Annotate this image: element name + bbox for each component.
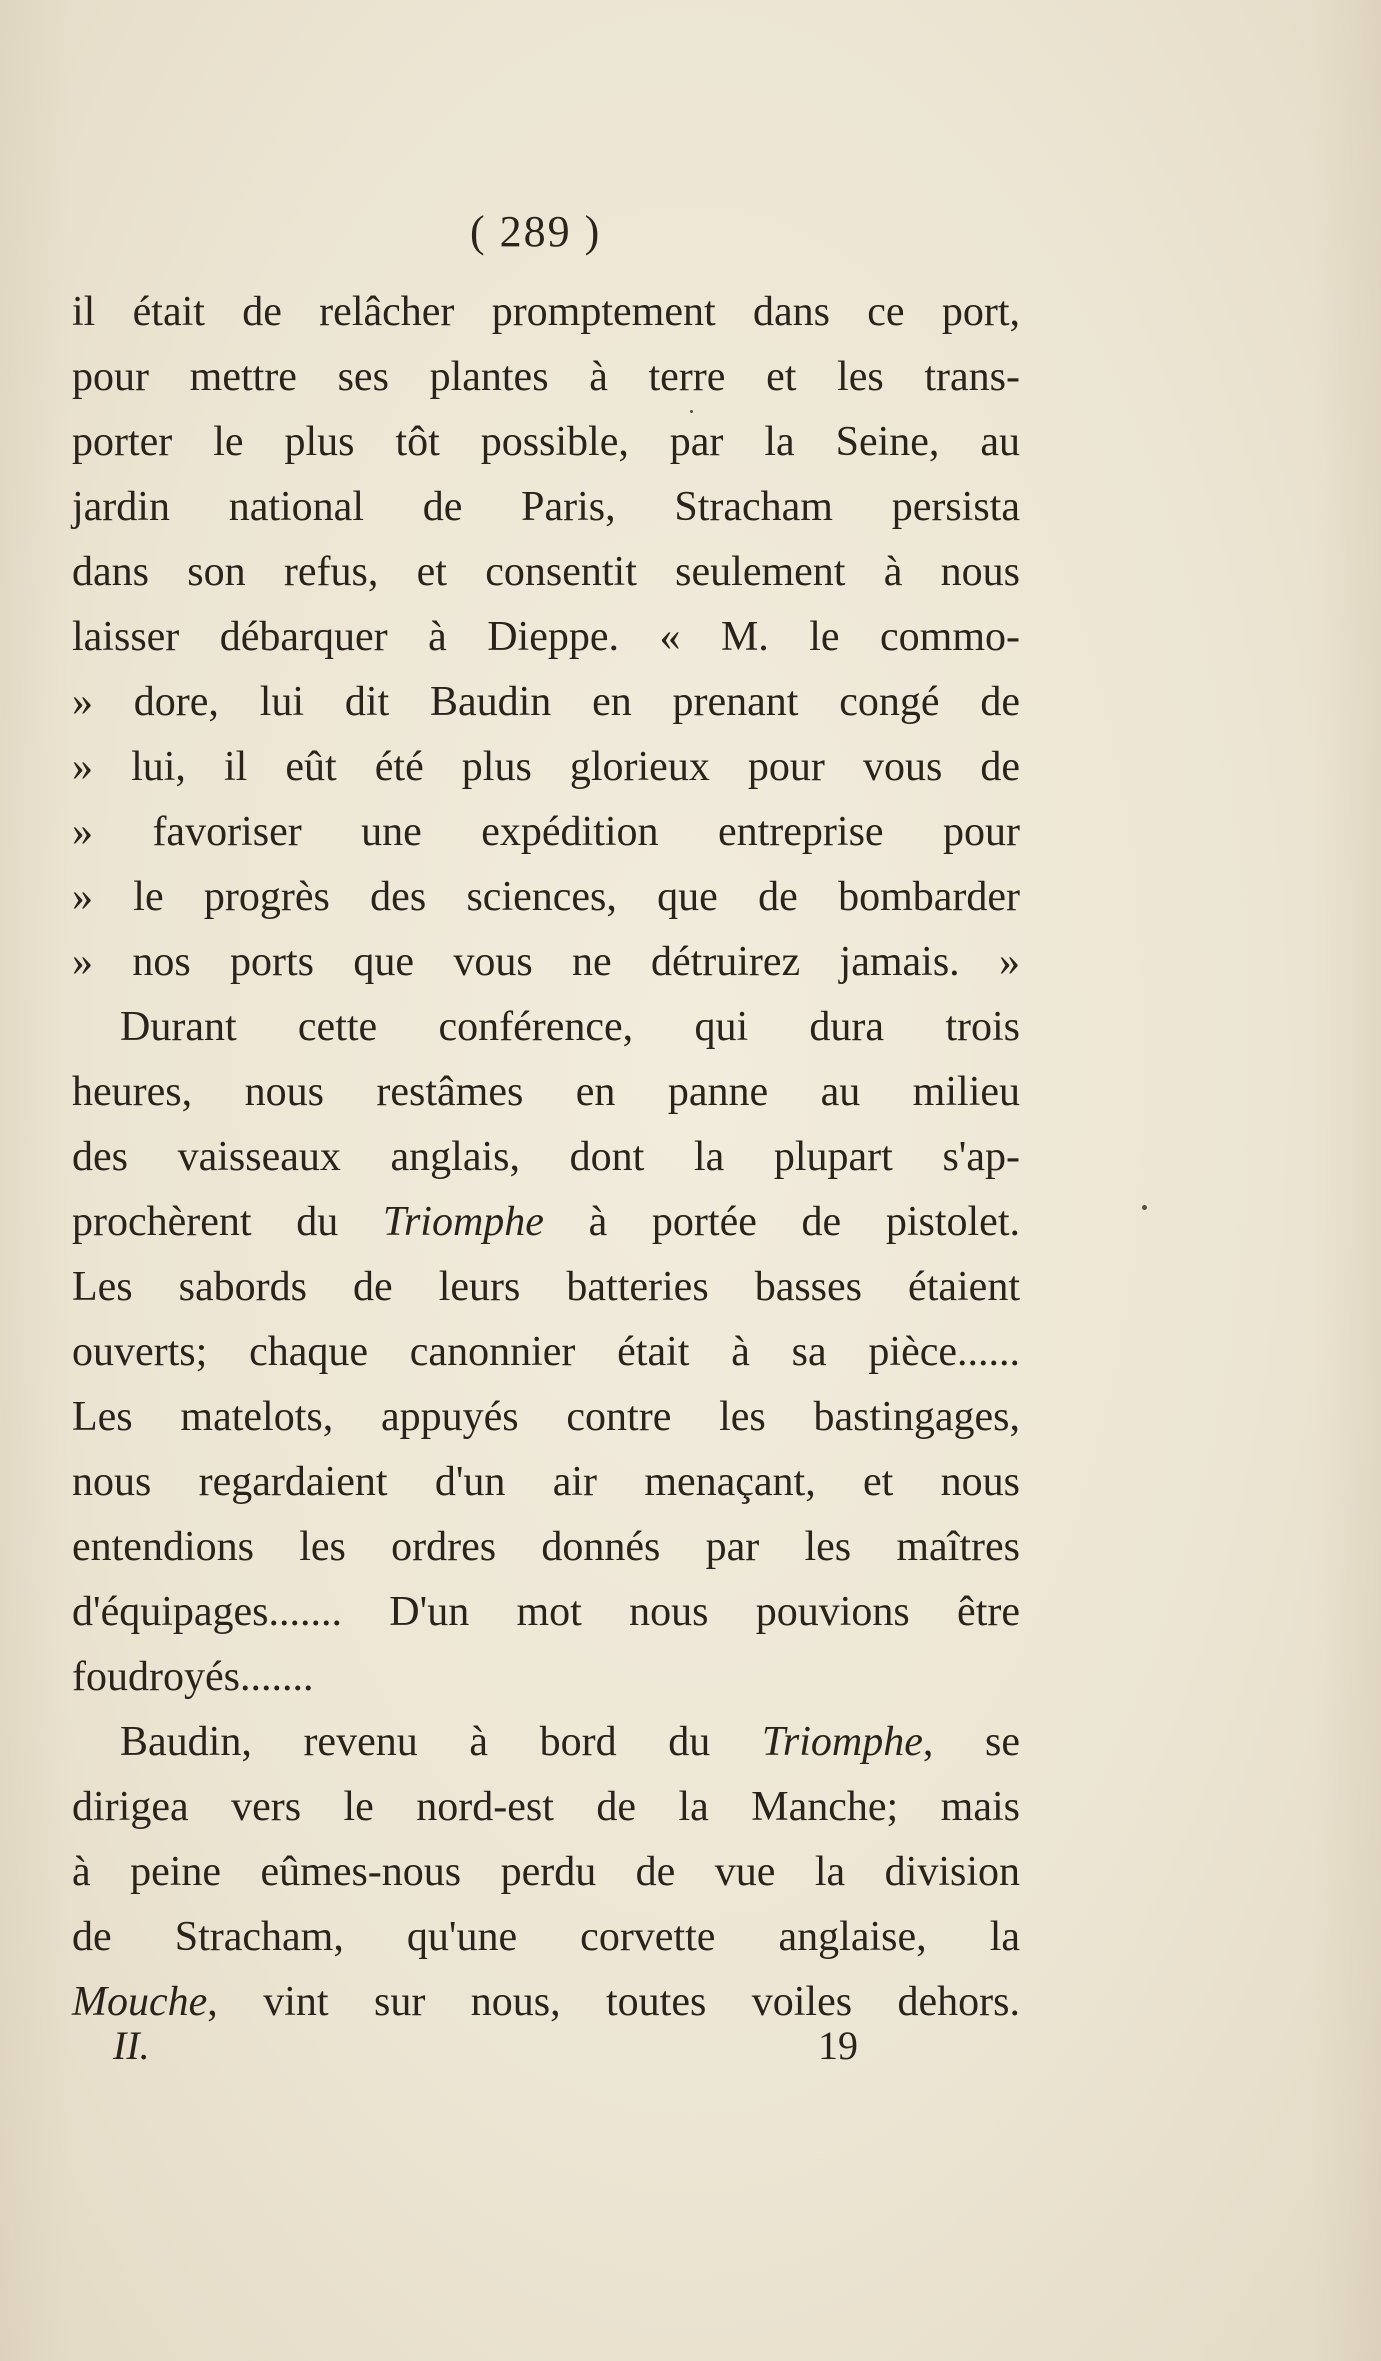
text-line: prochèrent du Triomphe à portée de pistolet. — [72, 1199, 1020, 1245]
text-line: foudroyés....... — [72, 1654, 314, 1700]
text-line: Les sabords de leurs batteries basses étaient — [72, 1264, 1020, 1310]
text-line: » nos ports que vous ne détruirez jamais. » — [72, 939, 1020, 985]
text-line: pour mettre ses plantes à terre et les trans- — [72, 354, 1020, 400]
text-line: d'équipages....... D'un mot nous pouvions être — [72, 1589, 1020, 1635]
text-line: à peine eûmes-nous perdu de vue la division — [72, 1849, 1020, 1895]
text-line: Durant cette conférence, qui dura trois — [120, 1004, 1020, 1050]
body-text — [72, 280, 1020, 2035]
paper-speck — [1142, 1205, 1147, 1210]
text-line: ouverts; chaque canonnier était à sa pièce...... — [72, 1329, 1020, 1375]
text-line: des vaisseaux anglais, dont la plupart s'ap- — [72, 1134, 1020, 1180]
page-number-header: ( 289 ) — [470, 207, 602, 256]
paper-speck — [690, 410, 693, 413]
text-line: jardin national de Paris, Stracham persista — [72, 484, 1020, 530]
text-line: entendions les ordres donnés par les maîtres — [72, 1524, 1020, 1570]
page-shadow-left — [0, 0, 70, 2361]
text-line: Baudin, revenu à bord du Triomphe, se — [120, 1719, 1020, 1765]
text-line: » favoriser une expédition entreprise pour — [72, 809, 1020, 855]
text-line: nous regardaient d'un air menaçant, et nous — [72, 1459, 1020, 1505]
text-line: heures, nous restâmes en panne au milieu — [72, 1069, 1020, 1115]
text-line: Mouche, vint sur nous, toutes voiles dehors. — [72, 1979, 1020, 2025]
text-line: porter le plus tôt possible, par la Seine, au — [72, 419, 1020, 465]
text-line: dirigea vers le nord-est de la Manche; mais — [72, 1784, 1020, 1830]
text-line: dans son refus, et consentit seulement à nous — [72, 549, 1020, 595]
volume-mark: II. — [113, 2023, 150, 2068]
text-line: » dore, lui dit Baudin en prenant congé de — [72, 679, 1020, 725]
signature-mark: 19 — [818, 2023, 858, 2068]
page-shadow-right — [1311, 0, 1381, 2361]
text-line: » lui, il eût été plus glorieux pour vous de — [72, 744, 1020, 790]
text-line: laisser débarquer à Dieppe. « M. le commo- — [72, 614, 1020, 660]
text-line: Les matelots, appuyés contre les bastingages, — [72, 1394, 1020, 1440]
text-line: il était de relâcher promptement dans ce port, — [72, 289, 1020, 335]
text-line: de Stracham, qu'une corvette anglaise, la — [72, 1914, 1020, 1960]
text-line: » le progrès des sciences, que de bombarder — [72, 874, 1020, 920]
